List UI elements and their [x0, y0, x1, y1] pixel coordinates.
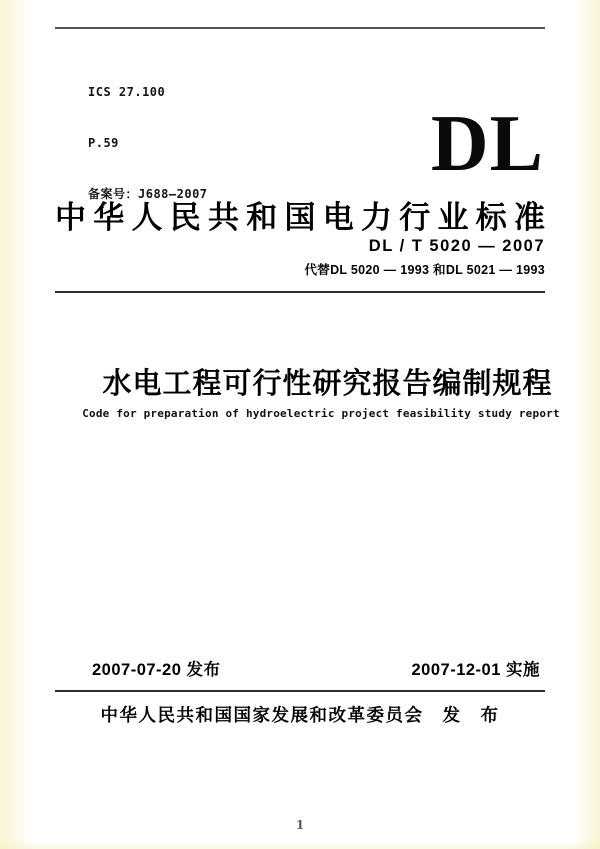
ics-code: ICS 27.100	[88, 85, 166, 99]
issue-date: 2007-07-20 发布	[92, 661, 221, 679]
dl-logo: DL	[430, 100, 544, 188]
record-number: 备案号：J688—2007	[88, 187, 208, 201]
replaces-note: 代替DL 5020 — 1993 和DL 5021 — 1993	[304, 263, 545, 277]
dates-row	[92, 656, 540, 680]
standard-org-title: 中华人民共和国电力行业标准	[55, 200, 545, 235]
document-title-en: Code for preparation of hydroelectric project feasibility study report	[82, 407, 560, 420]
document-title-zh: 水电工程可行性研究报告编制规程	[102, 368, 553, 400]
implement-date: 2007-12-01 实施	[411, 661, 540, 679]
footer-rule	[55, 690, 545, 692]
page-number: 1	[295, 818, 305, 832]
issuing-authority: 中华人民共和国国家发展和改革委员会 发 布	[100, 705, 500, 725]
standard-number: DL / T 5020 — 2007	[368, 237, 545, 255]
header-rule	[55, 291, 545, 293]
scan-edge-bottom	[0, 839, 600, 849]
top-rule	[55, 27, 545, 29]
class-code: P.59	[88, 136, 119, 150]
